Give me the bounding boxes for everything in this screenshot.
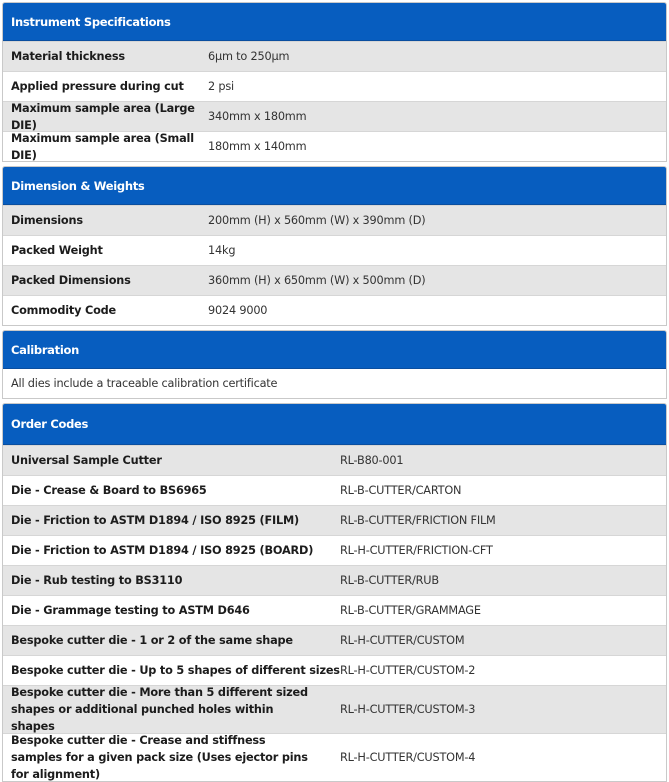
calibration-header: Calibration: [3, 331, 666, 369]
order-codes-table: [2, 403, 667, 782]
dimension-label: Dimensions: [11, 214, 83, 227]
order-label: Bespoke cutter die - 1 or 2 of the same shape: [11, 634, 293, 647]
dimensions-header: Dimension & Weights: [3, 167, 666, 205]
dimension-value: 360mm (H) x 650mm (W) x 500mm (D): [208, 274, 426, 287]
table-row: [3, 265, 666, 295]
order-code: RL-B-CUTTER/CARTON: [340, 484, 462, 497]
order-codes-header: Order Codes: [3, 404, 666, 445]
dimensions-table: [2, 166, 667, 326]
spec-value: 2 psi: [208, 80, 234, 93]
table-row: [3, 41, 666, 71]
table-row: [3, 71, 666, 101]
table-row: [3, 733, 666, 781]
table-row: [3, 101, 666, 131]
table-row: [3, 505, 666, 535]
order-label: Bespoke cutter die - More than 5 different sized shapes or additional punched holes within shapes: [11, 686, 308, 733]
order-label: Universal Sample Cutter: [11, 454, 162, 467]
order-code: RL-H-CUTTER/CUSTOM-3: [340, 703, 476, 716]
spec-value: 340mm x 180mm: [208, 110, 307, 123]
table-row: [3, 131, 666, 161]
order-code: RL-B80-001: [340, 454, 404, 467]
table-row: [3, 565, 666, 595]
spec-value: 180mm x 140mm: [208, 140, 307, 153]
table-row: [3, 445, 666, 475]
order-code: RL-H-CUTTER/FRICTION-CFT: [340, 544, 493, 557]
order-code: RL-B-CUTTER/RUB: [340, 574, 439, 587]
table-row: [3, 205, 666, 235]
calibration-section: [2, 330, 667, 399]
order-label: Die - Crease & Board to BS6965: [11, 484, 207, 497]
dimension-label: Packed Weight: [11, 244, 103, 257]
order-label: Bespoke cutter die - Crease and stiffness samples for a given pack size (Uses ejector pins for alignment): [11, 734, 308, 781]
order-code: RL-H-CUTTER/CUSTOM-2: [340, 664, 476, 677]
table-row: [3, 685, 666, 733]
spec-label: Material thickness: [11, 50, 125, 63]
dimension-value: 14kg: [208, 244, 236, 257]
spec-label: Maximum sample area (Small DIE): [11, 131, 194, 162]
order-code: RL-H-CUTTER/CUSTOM-4: [340, 751, 476, 764]
table-row: [3, 475, 666, 505]
table-row: [3, 535, 666, 565]
spec-value: 6µm to 250µm: [208, 50, 290, 63]
dimension-label: Packed Dimensions: [11, 274, 131, 287]
order-label: Die - Friction to ASTM D1894 / ISO 8925 (BOARD): [11, 544, 314, 557]
dimension-value: 200mm (H) x 560mm (W) x 390mm (D): [208, 214, 426, 227]
spec-label: Maximum sample area (Large DIE): [11, 101, 195, 132]
dimension-value: 9024 9000: [208, 304, 268, 317]
order-code: RL-H-CUTTER/CUSTOM: [340, 634, 465, 647]
order-label: Die - Friction to ASTM D1894 / ISO 8925 (FILM): [11, 514, 300, 527]
order-label: Die - Grammage testing to ASTM D646: [11, 604, 250, 617]
table-row: [3, 235, 666, 265]
order-label: Die - Rub testing to BS3110: [11, 574, 183, 587]
spec-label: Applied pressure during cut: [11, 80, 184, 93]
table-row: [3, 595, 666, 625]
specifications-table: [2, 2, 667, 162]
table-row: [3, 655, 666, 685]
order-code: RL-B-CUTTER/FRICTION FILM: [340, 514, 496, 527]
table-row: [3, 295, 666, 325]
order-code: RL-B-CUTTER/GRAMMAGE: [340, 604, 481, 617]
order-label: Bespoke cutter die - Up to 5 shapes of different sizes: [11, 664, 340, 677]
dimension-label: Commodity Code: [11, 304, 117, 317]
specifications-header: Instrument Specifications: [3, 3, 666, 41]
table-row: [3, 625, 666, 655]
calibration-note: All dies include a traceable calibration certificate: [3, 369, 666, 398]
